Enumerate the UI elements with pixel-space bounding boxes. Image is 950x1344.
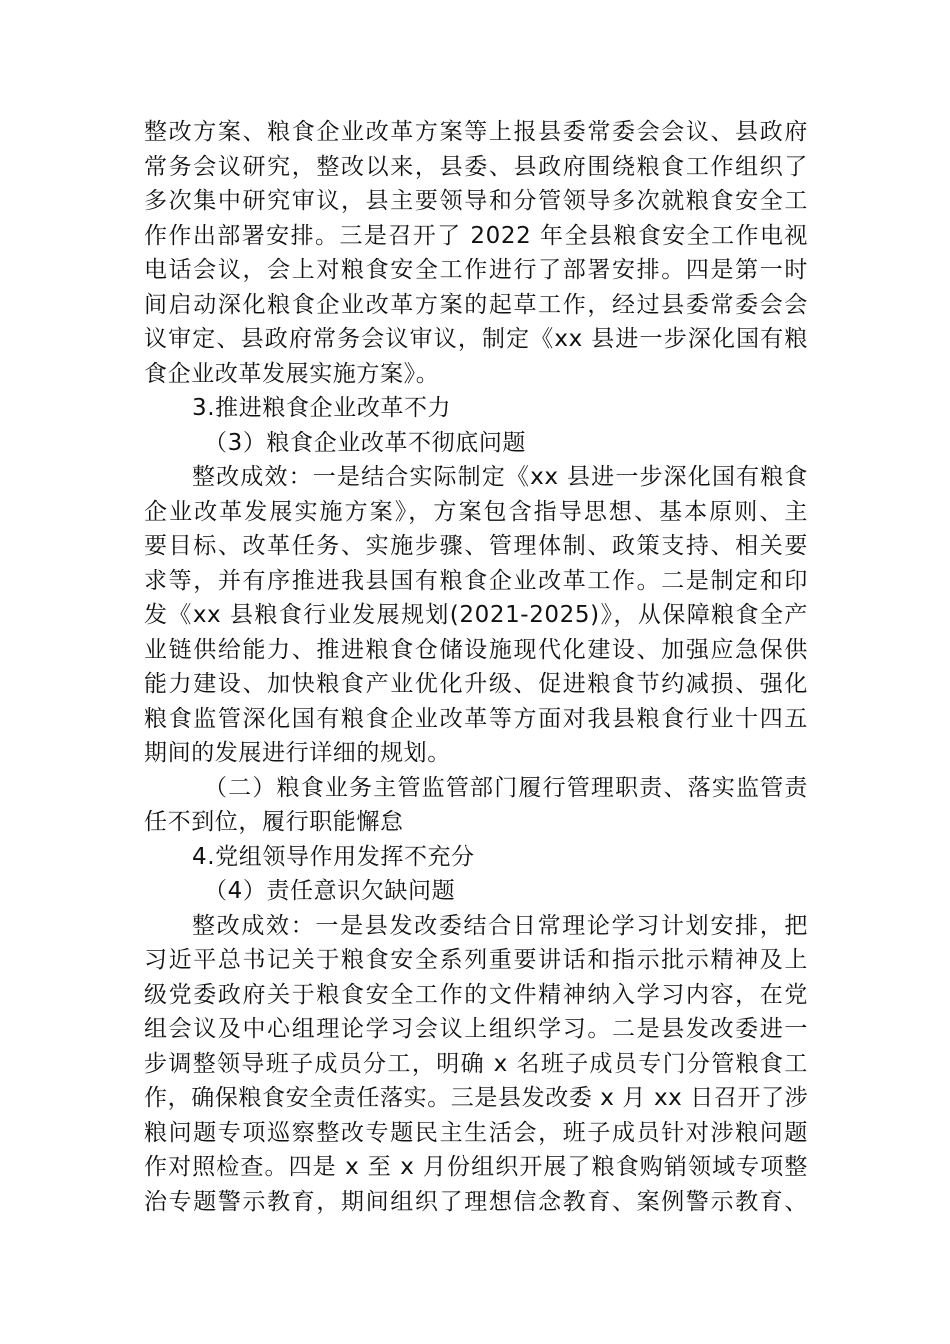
paragraph-line: 企业改革发展实施方案》，方案包含指导思想、基本原则、主 xyxy=(144,498,808,525)
paragraph-line: 粮食监管深化国有粮食企业改革等方面对我县粮食行业十四五 xyxy=(144,705,808,732)
paragraph-line: 要目标、改革任务、实施步骤、管理体制、政策支持、相关要 xyxy=(144,533,808,559)
paragraph-line: 期间的发展进行详细的规划。 xyxy=(144,740,451,766)
paragraph-line: 多次集中研究审议，县主要领导和分管领导多次就粮食安全工 xyxy=(144,188,808,214)
paragraph-line: 食企业改革发展实施方案》。 xyxy=(144,360,440,387)
section-heading: 4.党组领导作用发挥不充分 xyxy=(192,843,475,870)
paragraph-line: 求等，并有序推进我县国有粮食企业改革工作。二是制定和印 xyxy=(144,567,808,594)
section-heading: 任不到位，履行职能懈怠 xyxy=(144,809,404,835)
paragraph-line: 粮问题专项巡察整改专题民主生活会，班子成员针对涉粮问题 xyxy=(144,1119,808,1146)
paragraph-line: 电话会议，会上对粮食安全工作进行了部署安排。四是第一时 xyxy=(144,257,808,283)
subsection-heading: （3）粮食企业改革不彻底问题 xyxy=(204,429,527,456)
paragraph-line: 能力建设、加快粮食产业优化升级、促进粮食节约减损、强化 xyxy=(144,671,808,697)
paragraph-line: 作作出部署安排。三是召开了 2022 年全县粮食安全工作电视 xyxy=(144,222,808,249)
paragraph-line: 级党委政府关于粮食安全工作的文件精神纳入学习内容，在党 xyxy=(144,981,808,1008)
paragraph-line: 组会议及中心组理论学习会议上组织学习。二是县发改委进一 xyxy=(144,1016,808,1042)
document-body xyxy=(144,115,808,1219)
paragraph-line: 习近平总书记关于粮食安全系列重要讲话和指示批示精神及上 xyxy=(144,947,808,973)
paragraph-line: 作，确保粮食安全责任落实。三是县发改委 x 月 xx 日召开了涉 xyxy=(144,1085,809,1111)
paragraph-line: 整改成效：一是县发改委结合日常理论学习计划安排，把 xyxy=(192,912,808,939)
paragraph-line: 常务会议研究，整改以来，县委、县政府围绕粮食工作组织了 xyxy=(144,153,808,180)
paragraph-line: 整改成效：一是结合实际制定《xx 县进一步深化国有粮食 xyxy=(192,464,808,490)
paragraph-line: 步调整领导班子成员分工，明确 x 名班子成员专门分管粮食工 xyxy=(144,1050,808,1077)
paragraph-line: 发《xx 县粮食行业发展规划(2021-2025)》，从保障粮食全产 xyxy=(144,602,808,628)
paragraph-line: 治专题警示教育，期间组织了理想信念教育、案例警示教育、 xyxy=(144,1188,808,1215)
paragraph-line: 整改方案、粮食企业改革方案等上报县委常委会会议、县政府 xyxy=(144,119,808,145)
paragraph-line: 议审定、县政府常务会议审议，制定《xx 县进一步深化国有粮 xyxy=(144,326,808,352)
section-heading: 3.推进粮食企业改革不力 xyxy=(192,395,452,421)
subsection-heading: （4）责任意识欠缺问题 xyxy=(204,878,456,904)
section-heading: （二）粮食业务主管监管部门履行管理职责、落实监管责 xyxy=(204,774,808,801)
paragraph-line: 业链供给能力、推进粮食仓储设施现代化建设、加强应急保供 xyxy=(144,636,808,663)
paragraph-line: 作对照检查。四是 x 至 x 月份组织开展了粮食购销领域专项整 xyxy=(144,1154,808,1180)
paragraph-line: 间启动深化粮食企业改革方案的起草工作，经过县委常委会会 xyxy=(144,291,808,318)
